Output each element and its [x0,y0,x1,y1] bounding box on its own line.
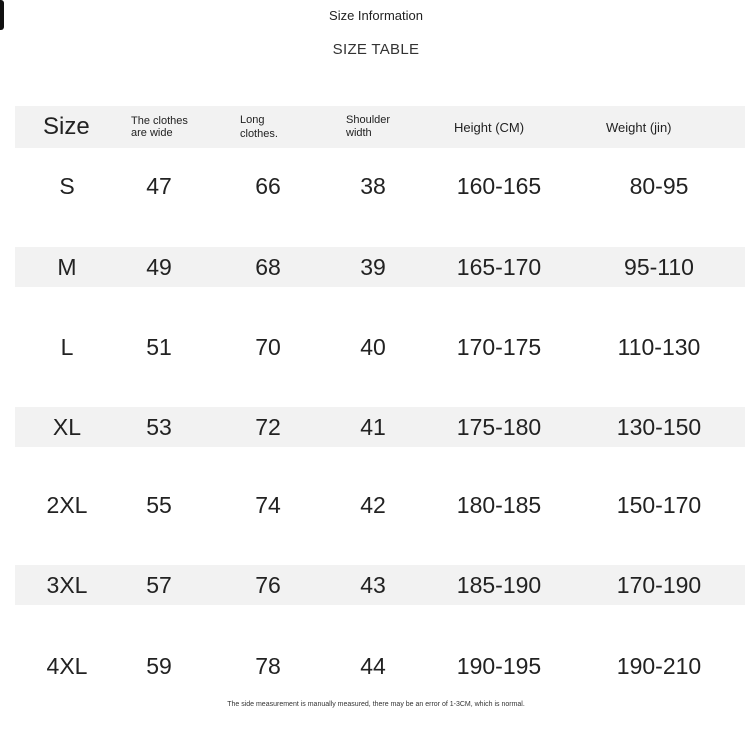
header-shoulder-width [346,106,390,148]
header-weight: Weight (jin) [606,119,672,135]
cell-clothes-length: 74 [255,492,281,518]
cell-shoulder-width: 42 [360,492,386,518]
cell-height: 175-180 [456,414,542,440]
cell-shoulder-width: 41 [360,414,386,440]
cell-clothes-length: 66 [255,173,281,199]
table-row [15,565,745,605]
cell-height: 180-185 [456,492,542,518]
cell-clothes-width: 57 [146,572,172,598]
cell-size: 2XL [46,492,88,518]
cell-weight: 95-110 [624,254,694,280]
cell-clothes-width: 47 [146,173,172,199]
cell-clothes-length: 76 [255,572,281,598]
table-title: SIZE TABLE [332,41,420,58]
header-size: Size [43,113,90,140]
cell-size: 3XL [46,572,88,598]
page-title: Size Information [329,8,423,23]
cell-height: 165-170 [456,254,542,280]
header-clothes-width-line2: are wide [131,127,173,139]
cell-clothes-width: 51 [146,334,172,360]
cell-size: S [59,173,75,199]
cell-size: M [57,254,77,280]
header-shoulder-width-line2: width [346,127,372,139]
cell-weight: 190-210 [616,653,702,679]
cell-clothes-width: 55 [146,492,172,518]
cell-clothes-width: 59 [146,653,172,679]
cell-size: L [60,334,74,360]
cell-shoulder-width: 40 [360,334,386,360]
table-header-row [15,106,745,148]
cell-height: 185-190 [456,572,542,598]
header-clothes-length-line1: Long [240,114,265,126]
cell-weight: 110-130 [617,334,701,360]
header-height: Height (CM) [454,119,525,135]
cell-height: 170-175 [456,334,542,360]
cell-clothes-length: 72 [255,414,281,440]
table-row [15,247,745,287]
cell-weight: 130-150 [616,414,702,440]
table-row [15,166,745,206]
cell-height: 190-195 [456,653,542,679]
cell-shoulder-width: 38 [360,173,386,199]
cell-weight: 170-190 [616,572,702,598]
table-row [15,407,745,447]
cell-size: XL [52,414,82,440]
table-row [15,646,745,686]
cell-size: 4XL [46,653,88,679]
measurement-footnote: The side measurement is manually measured, there may be an error of 1-3CM, which is normal. [227,701,525,708]
cell-clothes-width: 49 [146,254,172,280]
cell-shoulder-width: 39 [360,254,386,280]
header-clothes-length-line2: clothes. [240,128,278,140]
cell-clothes-length: 78 [255,653,281,679]
header-shoulder-width-line1: Shoulder [346,114,391,126]
cell-clothes-length: 68 [255,254,281,280]
cell-shoulder-width: 44 [360,653,386,679]
cell-clothes-width: 53 [146,414,172,440]
header-clothes-width-line1: The clothes [131,115,188,127]
cell-clothes-length: 70 [255,334,281,360]
cell-shoulder-width: 43 [360,572,386,598]
cell-height: 160-165 [456,173,542,199]
cell-weight: 80-95 [629,173,689,199]
table-row [15,327,745,367]
header-clothes-width [131,106,188,148]
table-row [15,485,745,525]
header-clothes-length [240,106,278,148]
cell-weight: 150-170 [616,492,702,518]
